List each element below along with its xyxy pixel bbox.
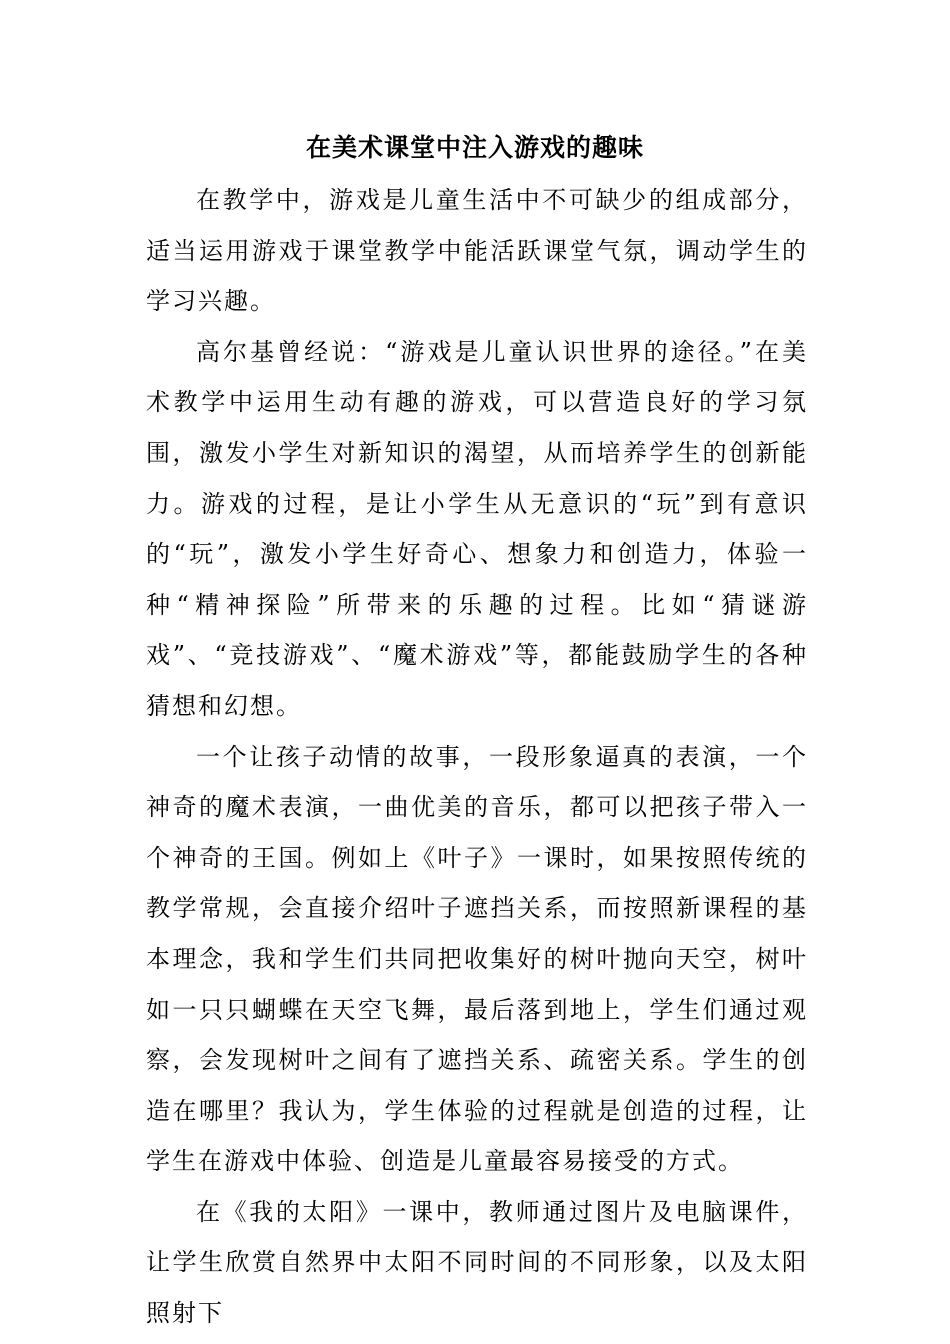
paragraph-4: 在《我的太阳》一课中，教师通过图片及电脑课件，让学生欣赏自然界中太阳不同时间的不同形象，以及太阳照射下 (146, 1197, 808, 1328)
document-body (146, 175, 808, 1339)
document-title: 在美术课堂中注入游戏的趣味 (305, 133, 644, 162)
paragraph-2: 高尔基曾经说：“游戏是儿童认识世界的途径。”在美术教学中运用生动有趣的游戏，可以营造良好的学习氛围，激发小学生对新知识的渴望，从而培养学生的创新能力。游戏的过程，是让小学生从无意识的“玩”到有意识的“玩”，激发小学生好奇心、想象力和创造力，体验一种“精神探险”所带来的乐趣的过程。比如“猜谜游戏”、“竞技游戏”、“魔术游戏”等，都能鼓励学生的各种猜想和幻想。 (146, 337, 808, 720)
paragraph-1: 在教学中，游戏是儿童生活中不可缺少的组成部分，适当运用游戏于课堂教学中能活跃课堂气氛，调动学生的学习兴趣。 (146, 186, 808, 316)
paragraph-3: 一个让孩子动情的故事，一段形象逼真的表演，一个神奇的魔术表演，一曲优美的音乐，都可以把孩子带入一个神奇的王国。例如上《叶子》一课时，如果按照传统的教学常规，会直接介绍叶子遮挡关系，而按照新课程的基本理念，我和学生们共同把收集好的树叶抛向天空，树叶如一只只蝴蝶在天空飞舞，最后落到地上，学生们通过观察，会发现树叶之间有了遮挡关系、疏密关系。学生的创造在哪里？我认为，学生体验的过程就是创造的过程，让学生在游戏中体验、创造是儿童最容易接受的方式。 (146, 742, 808, 1176)
